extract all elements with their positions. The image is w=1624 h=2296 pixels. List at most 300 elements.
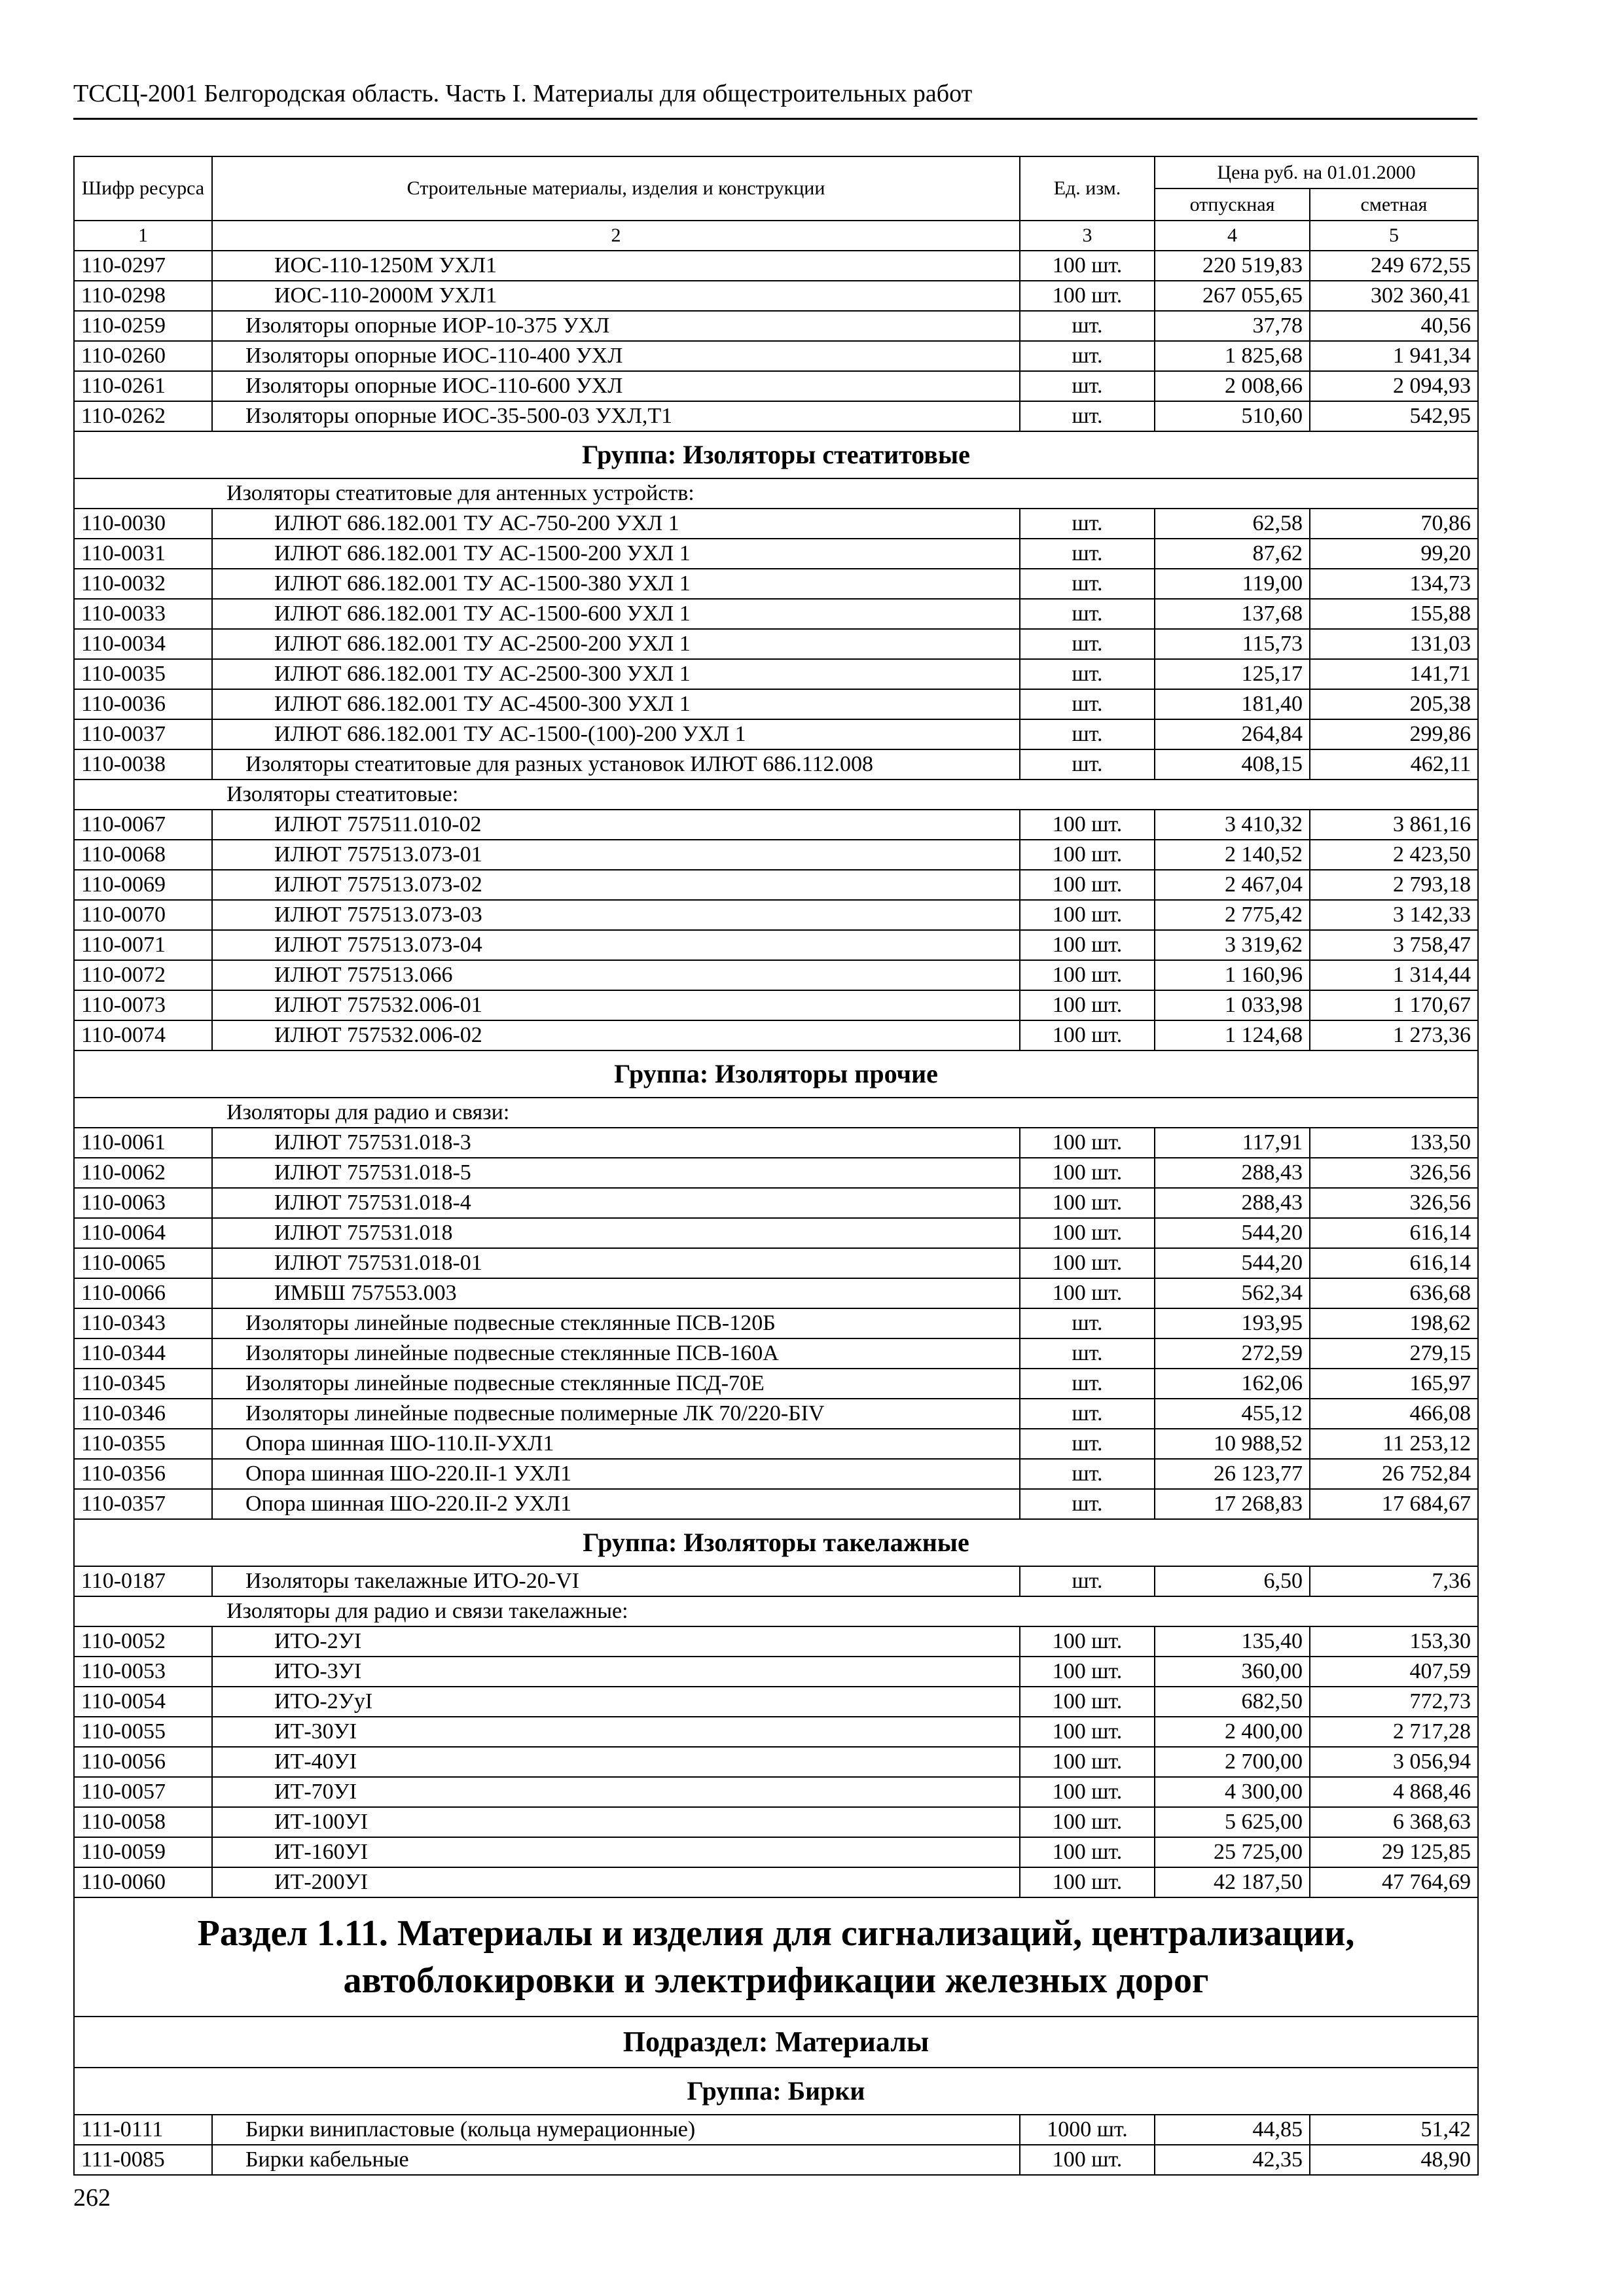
group-heading-row: [74, 1050, 1478, 1098]
page-number: 262: [73, 2184, 111, 2212]
table-row: [74, 569, 1478, 599]
col-name-header: Строительные материалы, изделия и конструкции: [212, 156, 1020, 221]
material-name: Изоляторы опорные ИОС-35-500-03 УХЛ,Т1: [212, 401, 1020, 431]
resource-code: 110-0356: [74, 1459, 212, 1489]
table-row: [74, 689, 1478, 719]
resource-code: 110-0052: [74, 1626, 212, 1657]
price-release-cell: 2 467,04: [1155, 870, 1310, 900]
resource-code: 110-0260: [74, 341, 212, 371]
table-row: [74, 1657, 1478, 1687]
material-name: ИОС-110-1250М УХЛ1: [212, 251, 1020, 281]
page-header-title: ТССЦ-2001 Белгородская область. Часть I. Материалы для общестроительных работ: [73, 80, 973, 107]
price-estimate-cell: 3 142,33: [1310, 900, 1478, 930]
price-estimate-cell: 407,59: [1310, 1657, 1478, 1687]
price-release-cell: 562,34: [1155, 1278, 1310, 1308]
price-release-cell: 544,20: [1155, 1218, 1310, 1248]
price-estimate-cell: 326,56: [1310, 1158, 1478, 1188]
resource-code: 110-0059: [74, 1837, 212, 1867]
table-row: [74, 281, 1478, 311]
price-estimate-cell: 205,38: [1310, 689, 1478, 719]
unit-cell: шт.: [1020, 719, 1155, 749]
price-release-cell: 408,15: [1155, 749, 1310, 780]
material-name: ИТО-3УI: [212, 1657, 1020, 1687]
unit-cell: шт.: [1020, 599, 1155, 629]
resource-code: 110-0297: [74, 251, 212, 281]
material-name: ИЛЮТ 686.182.001 ТУ АС-750-200 УХЛ 1: [212, 509, 1020, 539]
col-number: 1: [74, 221, 212, 251]
price-release-cell: 4 300,00: [1155, 1777, 1310, 1807]
price-release-cell: 544,20: [1155, 1248, 1310, 1278]
price-estimate-cell: 131,03: [1310, 629, 1478, 659]
material-name: Изоляторы опорные ИОР-10-375 УХЛ: [212, 311, 1020, 341]
unit-cell: шт.: [1020, 341, 1155, 371]
table-row: [74, 1867, 1478, 1897]
price-estimate-cell: 636,68: [1310, 1278, 1478, 1308]
price-estimate-cell: 1 941,34: [1310, 341, 1478, 371]
material-name: ИТО-2УI: [212, 1626, 1020, 1657]
unit-cell: шт.: [1020, 1369, 1155, 1399]
table-row: [74, 1717, 1478, 1747]
table-header-row: [74, 156, 1478, 188]
table-row: [74, 1429, 1478, 1459]
resource-code: 110-0066: [74, 1278, 212, 1308]
resource-code: 111-0111: [74, 2115, 212, 2145]
price-estimate-cell: 2 094,93: [1310, 371, 1478, 401]
table-row: [74, 1807, 1478, 1837]
material-name: Изоляторы опорные ИОС-110-400 УХЛ: [212, 341, 1020, 371]
price-estimate-cell: 155,88: [1310, 599, 1478, 629]
unit-cell: 100 шт.: [1020, 1867, 1155, 1897]
unit-cell: шт.: [1020, 1338, 1155, 1369]
material-name: Изоляторы такелажные ИТО-20-VI: [212, 1566, 1020, 1596]
price-estimate-cell: 466,08: [1310, 1399, 1478, 1429]
resource-code: 111-0085: [74, 2145, 212, 2175]
unit-cell: 100 шт.: [1020, 1777, 1155, 1807]
price-release-cell: 3 410,32: [1155, 810, 1310, 840]
section-heading-line: автоблокировки и электрификации железных дорог: [343, 1960, 1209, 2001]
material-name: ИЛЮТ 686.182.001 ТУ АС-1500-600 УХЛ 1: [212, 599, 1020, 629]
price-estimate-cell: 7,36: [1310, 1566, 1478, 1596]
price-release-cell: 135,40: [1155, 1626, 1310, 1657]
resource-code: 110-0062: [74, 1158, 212, 1188]
price-estimate-cell: 133,50: [1310, 1128, 1478, 1158]
table-row: [74, 599, 1478, 629]
table-row: [74, 1158, 1478, 1188]
resource-code: 110-0069: [74, 870, 212, 900]
price-release-cell: 264,84: [1155, 719, 1310, 749]
material-name: Бирки винипластовые (кольца нумерационные): [212, 2115, 1020, 2145]
price-estimate-cell: 153,30: [1310, 1626, 1478, 1657]
unit-cell: 100 шт.: [1020, 990, 1155, 1020]
resource-code: 110-0063: [74, 1188, 212, 1218]
resource-code: 110-0055: [74, 1717, 212, 1747]
price-estimate-cell: 1 314,44: [1310, 960, 1478, 990]
price-estimate-cell: 2 423,50: [1310, 840, 1478, 870]
unit-cell: шт.: [1020, 311, 1155, 341]
resource-code: 110-0298: [74, 281, 212, 311]
table-row: [74, 1308, 1478, 1338]
price-release-cell: 42,35: [1155, 2145, 1310, 2175]
price-release-cell: 117,91: [1155, 1128, 1310, 1158]
resource-code: 110-0058: [74, 1807, 212, 1837]
resource-code: 110-0034: [74, 629, 212, 659]
price-estimate-cell: 3 861,16: [1310, 810, 1478, 840]
subgroup-heading: Изоляторы стеатитовые для антенных устройств:: [74, 478, 1478, 509]
material-name: ИЛЮТ 757513.073-01: [212, 840, 1020, 870]
unit-cell: шт.: [1020, 689, 1155, 719]
table-row: [74, 1747, 1478, 1777]
unit-cell: шт.: [1020, 569, 1155, 599]
unit-cell: шт.: [1020, 401, 1155, 431]
col-number: 4: [1155, 221, 1310, 251]
price-release-cell: 125,17: [1155, 659, 1310, 689]
table-row: [74, 840, 1478, 870]
table-row: [74, 1248, 1478, 1278]
unit-cell: 100 шт.: [1020, 870, 1155, 900]
material-name: ИТО-2УуI: [212, 1687, 1020, 1717]
resource-code: 110-0345: [74, 1369, 212, 1399]
material-name: Бирки кабельные: [212, 2145, 1020, 2175]
unit-cell: шт.: [1020, 749, 1155, 780]
price-release-cell: 181,40: [1155, 689, 1310, 719]
subgroup-heading-row: [74, 780, 1478, 810]
material-name: ИЛЮТ 686.182.001 ТУ АС-1500-380 УХЛ 1: [212, 569, 1020, 599]
price-release-cell: 87,62: [1155, 539, 1310, 569]
material-name: ИЛЮТ 757532.006-01: [212, 990, 1020, 1020]
unit-cell: шт.: [1020, 1308, 1155, 1338]
col-number: 3: [1020, 221, 1155, 251]
subgroup-heading: Изоляторы для радио и связи такелажные:: [74, 1596, 1478, 1626]
table-row: [74, 1188, 1478, 1218]
material-name: ИТ-70УI: [212, 1777, 1020, 1807]
price-estimate-cell: 2 717,28: [1310, 1717, 1478, 1747]
resource-code: 110-0261: [74, 371, 212, 401]
material-name: ИТ-200УI: [212, 1867, 1020, 1897]
table-row: [74, 251, 1478, 281]
unit-cell: 100 шт.: [1020, 900, 1155, 930]
col-number: 5: [1310, 221, 1478, 251]
material-name: ИЛЮТ 757513.073-03: [212, 900, 1020, 930]
table-row: [74, 930, 1478, 960]
unit-cell: 100 шт.: [1020, 1717, 1155, 1747]
price-release-cell: 44,85: [1155, 2115, 1310, 2145]
subgroup-heading-row: [74, 478, 1478, 509]
material-name: ИЛЮТ 686.182.001 ТУ АС-2500-300 УХЛ 1: [212, 659, 1020, 689]
price-release-cell: 267 055,65: [1155, 281, 1310, 311]
col-price-header: Цена руб. на 01.01.2000: [1155, 156, 1478, 188]
col-code-header: Шифр ресурса: [74, 156, 212, 221]
price-release-cell: 17 268,83: [1155, 1489, 1310, 1519]
price-estimate-cell: 51,42: [1310, 2115, 1478, 2145]
resource-code: 110-0073: [74, 990, 212, 1020]
group-heading: Группа: Изоляторы стеатитовые: [74, 431, 1478, 478]
subgroup-heading-row: [74, 1098, 1478, 1128]
resource-code: 110-0035: [74, 659, 212, 689]
price-estimate-cell: 134,73: [1310, 569, 1478, 599]
price-estimate-cell: 29 125,85: [1310, 1837, 1478, 1867]
resource-code: 110-0057: [74, 1777, 212, 1807]
unit-cell: 100 шт.: [1020, 1188, 1155, 1218]
price-estimate-cell: 3 056,94: [1310, 1747, 1478, 1777]
price-release-cell: 2 700,00: [1155, 1747, 1310, 1777]
table-row: [74, 311, 1478, 341]
price-estimate-cell: 299,86: [1310, 719, 1478, 749]
unit-cell: шт.: [1020, 1489, 1155, 1519]
table-row: [74, 990, 1478, 1020]
price-release-cell: 37,78: [1155, 311, 1310, 341]
price-release-cell: 25 725,00: [1155, 1837, 1310, 1867]
price-release-cell: 510,60: [1155, 401, 1310, 431]
material-name: Изоляторы линейные подвесные полимерные ЛК 70/220-БIV: [212, 1399, 1020, 1429]
material-name: Изоляторы линейные подвесные стеклянные ПСД-70Е: [212, 1369, 1020, 1399]
price-release-cell: 288,43: [1155, 1188, 1310, 1218]
col-number: 2: [212, 221, 1020, 251]
resource-code: 110-0037: [74, 719, 212, 749]
resource-code: 110-0344: [74, 1338, 212, 1369]
price-estimate-cell: 542,95: [1310, 401, 1478, 431]
subgroup-heading: Изоляторы для радио и связи:: [74, 1098, 1478, 1128]
material-name: ИЛЮТ 757531.018-3: [212, 1128, 1020, 1158]
table-row: [74, 1837, 1478, 1867]
price-release-cell: 360,00: [1155, 1657, 1310, 1687]
price-release-cell: 2 008,66: [1155, 371, 1310, 401]
unit-cell: шт.: [1020, 659, 1155, 689]
subsection-heading: Подраздел: Материалы: [74, 2017, 1478, 2068]
subsection-heading-row: [74, 2017, 1478, 2068]
table-row: [74, 1459, 1478, 1489]
price-estimate-cell: 11 253,12: [1310, 1429, 1478, 1459]
group-heading-row: [74, 1519, 1478, 1566]
section-heading-row: [74, 1897, 1478, 2017]
unit-cell: 100 шт.: [1020, 960, 1155, 990]
resource-code: 110-0061: [74, 1128, 212, 1158]
resource-code: 110-0054: [74, 1687, 212, 1717]
unit-cell: шт.: [1020, 1399, 1155, 1429]
material-name: ИЛЮТ 757511.010-02: [212, 810, 1020, 840]
unit-cell: 100 шт.: [1020, 1747, 1155, 1777]
price-release-cell: 288,43: [1155, 1158, 1310, 1188]
resource-code: 110-0032: [74, 569, 212, 599]
material-name: ИЛЮТ 686.182.001 ТУ АС-4500-300 УХЛ 1: [212, 689, 1020, 719]
resource-code: 110-0030: [74, 509, 212, 539]
price-release-cell: 5 625,00: [1155, 1807, 1310, 1837]
material-name: ИЛЮТ 757513.066: [212, 960, 1020, 990]
group-heading: Группа: Изоляторы прочие: [74, 1050, 1478, 1098]
table-row: [74, 749, 1478, 780]
material-name: ИЛЮТ 686.182.001 ТУ АС-1500-(100)-200 УХЛ 1: [212, 719, 1020, 749]
price-estimate-cell: 4 868,46: [1310, 1777, 1478, 1807]
table-row: [74, 1338, 1478, 1369]
price-estimate-cell: 17 684,67: [1310, 1489, 1478, 1519]
resource-code: 110-0053: [74, 1657, 212, 1687]
price-estimate-cell: 47 764,69: [1310, 1867, 1478, 1897]
unit-cell: шт.: [1020, 509, 1155, 539]
price-estimate-cell: 40,56: [1310, 311, 1478, 341]
unit-cell: 100 шт.: [1020, 1218, 1155, 1248]
section-heading: [74, 1897, 1478, 2017]
resource-code: 110-0031: [74, 539, 212, 569]
group-heading-row: [74, 2068, 1478, 2115]
resource-code: 110-0072: [74, 960, 212, 990]
table-row: [74, 2145, 1478, 2175]
unit-cell: 100 шт.: [1020, 251, 1155, 281]
unit-cell: шт.: [1020, 1459, 1155, 1489]
unit-cell: 100 шт.: [1020, 810, 1155, 840]
subgroup-heading: Изоляторы стеатитовые:: [74, 780, 1478, 810]
material-name: Изоляторы линейные подвесные стеклянные ПСВ-120Б: [212, 1308, 1020, 1338]
price-release-cell: 2 775,42: [1155, 900, 1310, 930]
table-row: [74, 509, 1478, 539]
price-estimate-cell: 1 170,67: [1310, 990, 1478, 1020]
table-row: [74, 401, 1478, 431]
price-release-cell: 62,58: [1155, 509, 1310, 539]
price-release-cell: 162,06: [1155, 1369, 1310, 1399]
header-rule: [73, 118, 1477, 120]
price-release-cell: 682,50: [1155, 1687, 1310, 1717]
price-release-cell: 2 140,52: [1155, 840, 1310, 870]
table-row: [74, 1687, 1478, 1717]
table-row: [74, 371, 1478, 401]
material-name: Опора шинная ШО-110.II-УХЛ1: [212, 1429, 1020, 1459]
resource-code: 110-0355: [74, 1429, 212, 1459]
resource-code: 110-0033: [74, 599, 212, 629]
table-row: [74, 341, 1478, 371]
table-row: [74, 1566, 1478, 1596]
table-row: [74, 1128, 1478, 1158]
table-row: [74, 1489, 1478, 1519]
unit-cell: 100 шт.: [1020, 1128, 1155, 1158]
resource-code: 110-0064: [74, 1218, 212, 1248]
resource-code: 110-0036: [74, 689, 212, 719]
material-name: ИЛЮТ 757513.073-04: [212, 930, 1020, 960]
resource-code: 110-0262: [74, 401, 212, 431]
resource-code: 110-0357: [74, 1489, 212, 1519]
price-release-cell: 193,95: [1155, 1308, 1310, 1338]
material-name: ИЛЮТ 686.182.001 ТУ АС-1500-200 УХЛ 1: [212, 539, 1020, 569]
price-estimate-cell: 462,11: [1310, 749, 1478, 780]
price-estimate-cell: 198,62: [1310, 1308, 1478, 1338]
resource-code: 110-0346: [74, 1399, 212, 1429]
price-estimate-cell: 772,73: [1310, 1687, 1478, 1717]
price-release-cell: 26 123,77: [1155, 1459, 1310, 1489]
price-estimate-cell: 70,86: [1310, 509, 1478, 539]
price-estimate-cell: 26 752,84: [1310, 1459, 1478, 1489]
table-row: [74, 1218, 1478, 1248]
price-release-cell: 1 124,68: [1155, 1020, 1310, 1050]
unit-cell: 100 шт.: [1020, 1248, 1155, 1278]
unit-cell: шт.: [1020, 1429, 1155, 1459]
group-heading: Группа: Изоляторы такелажные: [74, 1519, 1478, 1566]
resource-code: 110-0187: [74, 1566, 212, 1596]
resource-code: 110-0343: [74, 1308, 212, 1338]
price-release-cell: 220 519,83: [1155, 251, 1310, 281]
price-release-cell: 6,50: [1155, 1566, 1310, 1596]
resource-code: 110-0074: [74, 1020, 212, 1050]
table-row: [74, 1626, 1478, 1657]
material-name: ИЛЮТ 757531.018: [212, 1218, 1020, 1248]
section-heading-line: Раздел 1.11. Материалы и изделия для сигнализаций, централизации,: [197, 1913, 1355, 1954]
col-unit-header: Ед. изм.: [1020, 156, 1155, 221]
price-release-cell: 137,68: [1155, 599, 1310, 629]
resource-code: 110-0068: [74, 840, 212, 870]
material-name: ИЛЮТ 757531.018-01: [212, 1248, 1020, 1278]
table-row: [74, 719, 1478, 749]
unit-cell: 100 шт.: [1020, 1837, 1155, 1867]
group-heading-row: [74, 431, 1478, 478]
material-name: ИМБШ 757553.003: [212, 1278, 1020, 1308]
material-name: ИЛЮТ 757531.018-5: [212, 1158, 1020, 1188]
table-row: [74, 960, 1478, 990]
table-row: [74, 539, 1478, 569]
material-name: ИЛЮТ 757531.018-4: [212, 1188, 1020, 1218]
resource-code: 110-0070: [74, 900, 212, 930]
price-release-cell: 272,59: [1155, 1338, 1310, 1369]
unit-cell: шт.: [1020, 1566, 1155, 1596]
table-row: [74, 810, 1478, 840]
material-name: ИТ-30УI: [212, 1717, 1020, 1747]
table-row: [74, 1399, 1478, 1429]
table-row: [74, 870, 1478, 900]
unit-cell: 100 шт.: [1020, 840, 1155, 870]
resource-code: 110-0065: [74, 1248, 212, 1278]
price-estimate-cell: 2 793,18: [1310, 870, 1478, 900]
resource-code: 110-0071: [74, 930, 212, 960]
price-estimate-cell: 48,90: [1310, 2145, 1478, 2175]
price-release-cell: 115,73: [1155, 629, 1310, 659]
price-release-cell: 119,00: [1155, 569, 1310, 599]
price-release-cell: 3 319,62: [1155, 930, 1310, 960]
price-release-cell: 42 187,50: [1155, 1867, 1310, 1897]
table-row: [74, 629, 1478, 659]
unit-cell: 100 шт.: [1020, 2145, 1155, 2175]
material-name: ИТ-40УI: [212, 1747, 1020, 1777]
table-number-row: [74, 221, 1478, 251]
table-row: [74, 1777, 1478, 1807]
price-release-cell: 2 400,00: [1155, 1717, 1310, 1747]
price-release-cell: 10 988,52: [1155, 1429, 1310, 1459]
price-estimate-cell: 249 672,55: [1310, 251, 1478, 281]
material-name: ИОС-110-2000М УХЛ1: [212, 281, 1020, 311]
price-estimate-cell: 326,56: [1310, 1188, 1478, 1218]
subgroup-heading-row: [74, 1596, 1478, 1626]
price-estimate-cell: 165,97: [1310, 1369, 1478, 1399]
resource-code: 110-0060: [74, 1867, 212, 1897]
group-heading: Группа: Бирки: [74, 2068, 1478, 2115]
price-estimate-cell: 3 758,47: [1310, 930, 1478, 960]
material-name: Изоляторы опорные ИОС-110-600 УХЛ: [212, 371, 1020, 401]
unit-cell: 100 шт.: [1020, 281, 1155, 311]
price-release-cell: 455,12: [1155, 1399, 1310, 1429]
price-estimate-cell: 141,71: [1310, 659, 1478, 689]
material-name: Изоляторы линейные подвесные стеклянные ПСВ-160А: [212, 1338, 1020, 1369]
unit-cell: шт.: [1020, 629, 1155, 659]
table-row: [74, 900, 1478, 930]
material-name: ИЛЮТ 757513.073-02: [212, 870, 1020, 900]
resource-code: 110-0038: [74, 749, 212, 780]
unit-cell: 100 шт.: [1020, 1278, 1155, 1308]
table-row: [74, 2115, 1478, 2145]
unit-cell: 100 шт.: [1020, 1807, 1155, 1837]
resource-code: 110-0259: [74, 311, 212, 341]
price-estimate-cell: 616,14: [1310, 1218, 1478, 1248]
unit-cell: шт.: [1020, 371, 1155, 401]
unit-cell: шт.: [1020, 539, 1155, 569]
resource-code: 110-0056: [74, 1747, 212, 1777]
table-row: [74, 1020, 1478, 1050]
material-name: ИТ-100УI: [212, 1807, 1020, 1837]
material-name: Опора шинная ШО-220.II-1 УХЛ1: [212, 1459, 1020, 1489]
price-release-cell: 1 160,96: [1155, 960, 1310, 990]
